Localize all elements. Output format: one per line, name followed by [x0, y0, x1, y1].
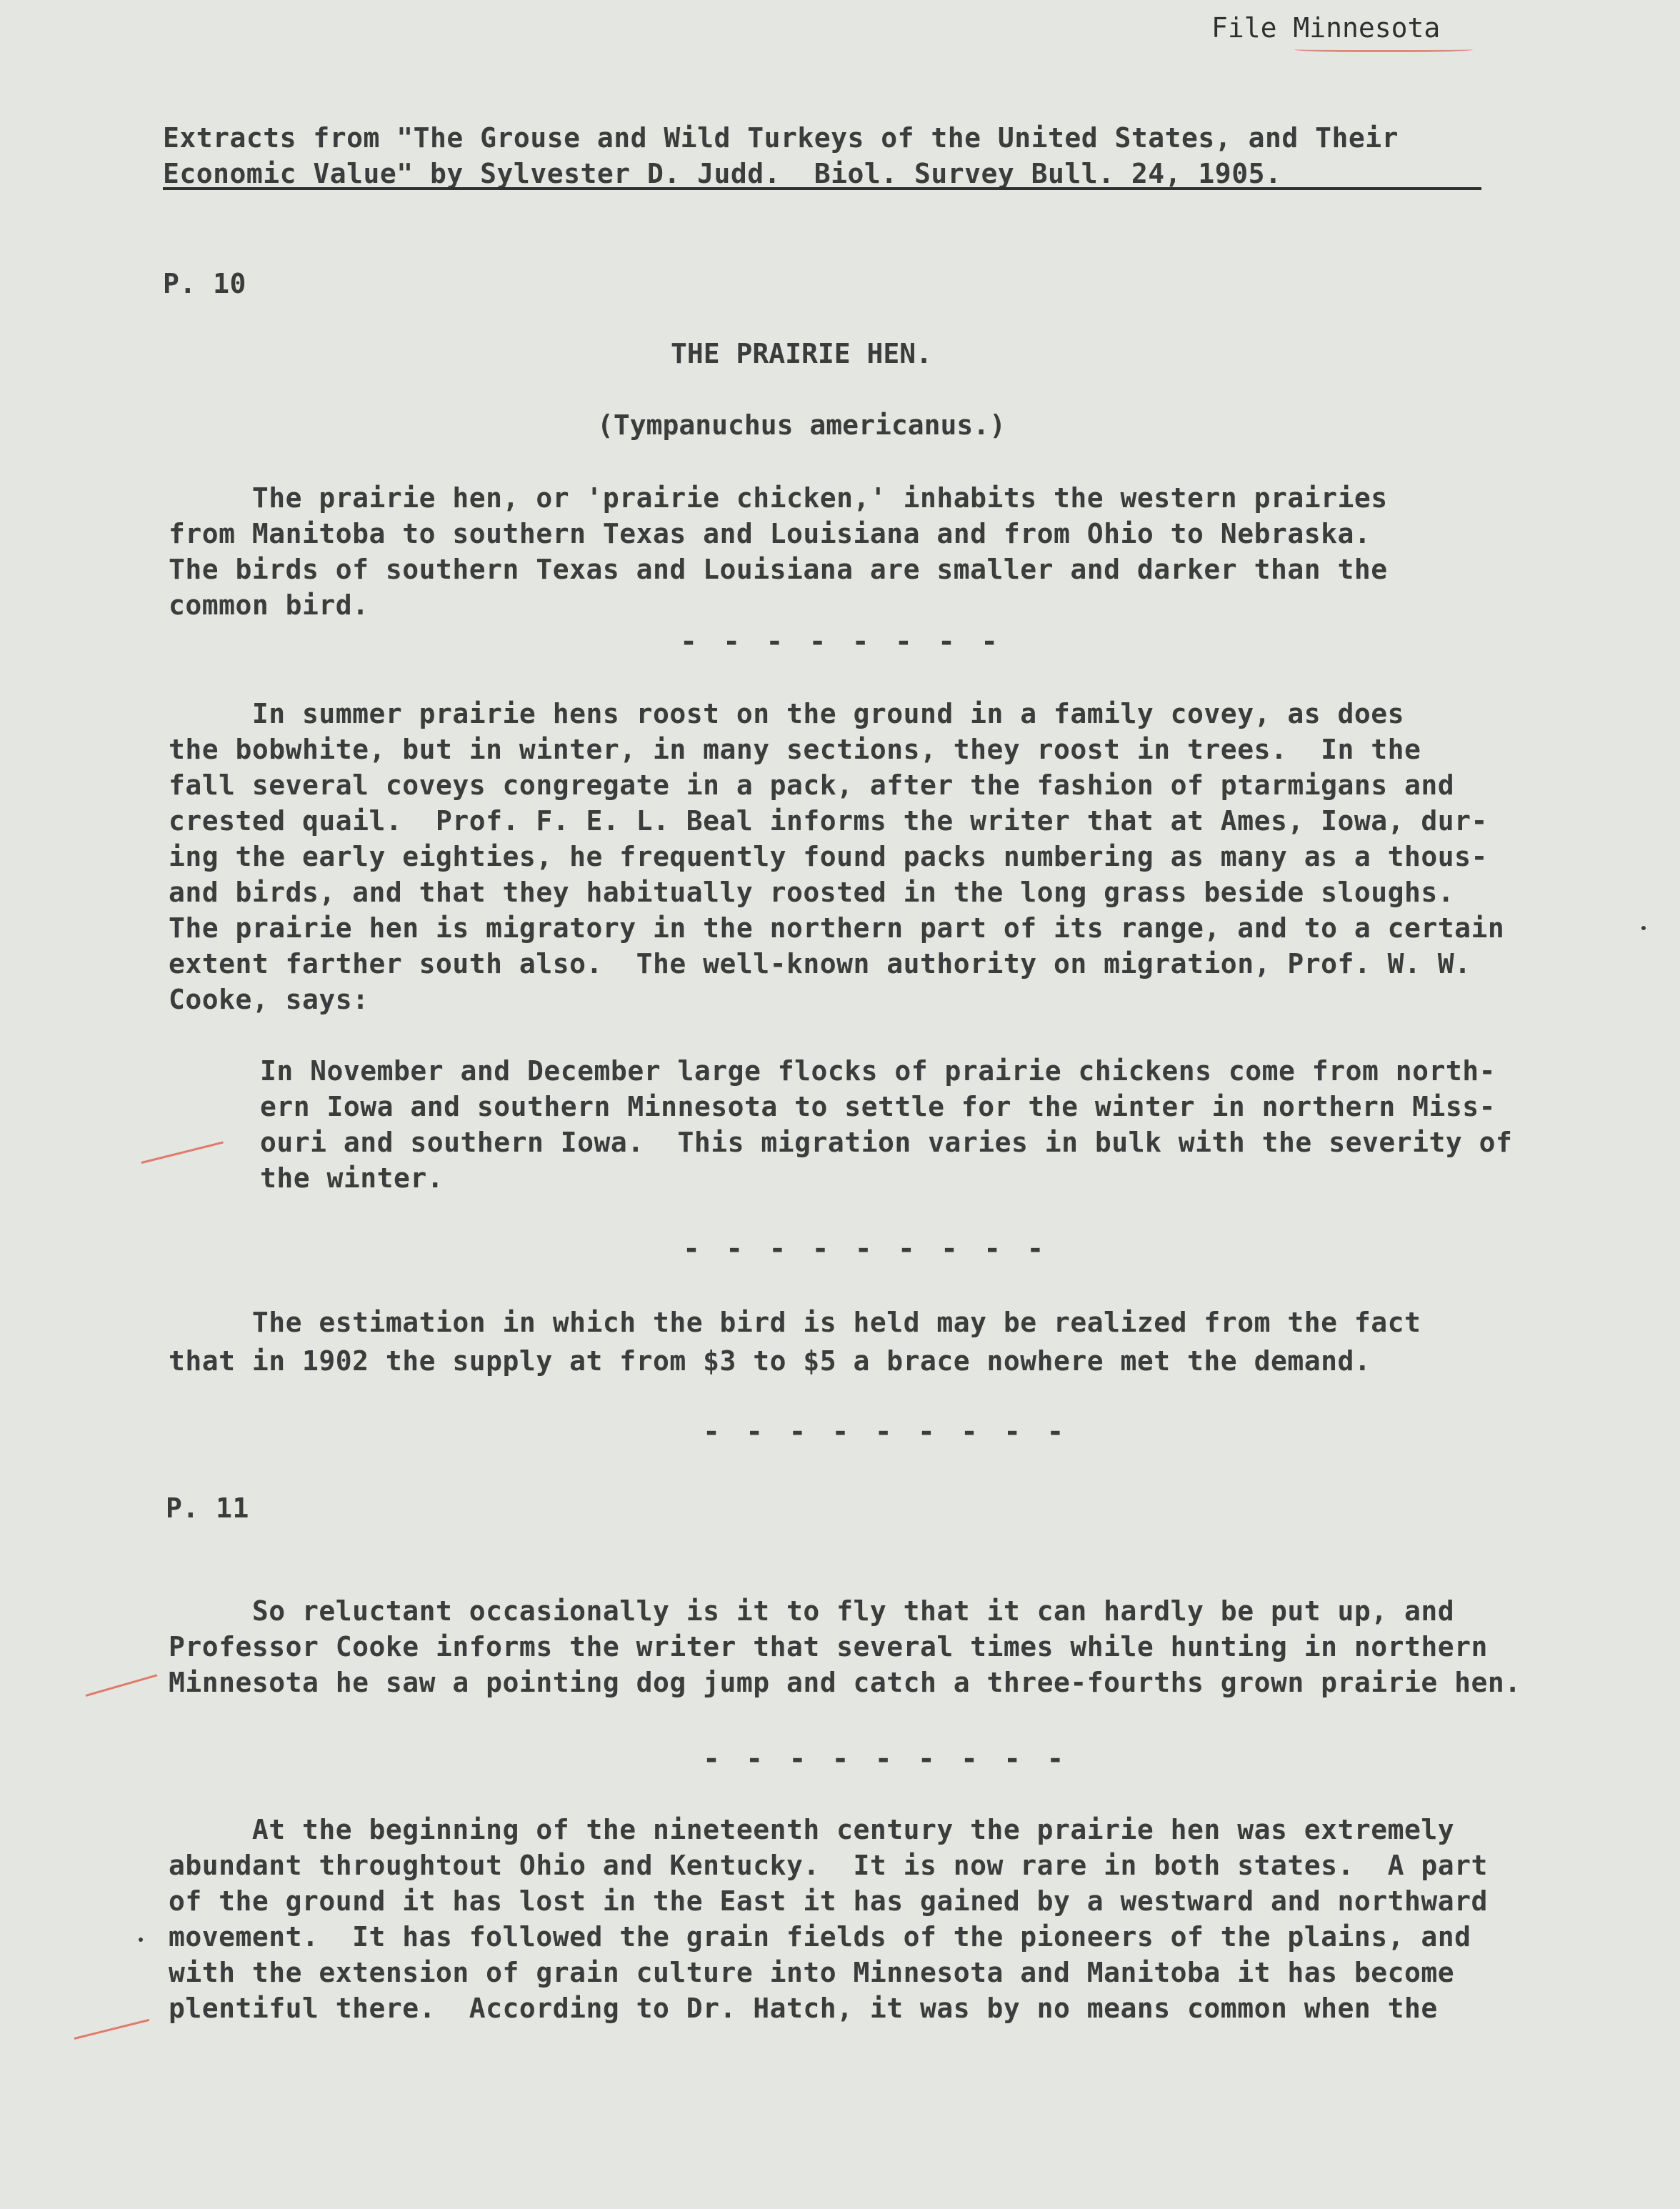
divider-4: - - - - - - - - -: [703, 1742, 1069, 1775]
header-line-2: Economic Value" by Sylvester D. Judd. Biol. Survey Bull. 24, 1905.: [163, 158, 1282, 189]
ink-dot: [139, 1938, 143, 1942]
page-reference-2: P. 11: [166, 1492, 249, 1524]
para1-line-4: common bird.: [169, 589, 369, 621]
quote-line-4: the winter.: [260, 1162, 444, 1194]
para2-line-4: crested quail. Prof. F. E. L. Beal informs the writer that at Ames, Iowa, dur-: [169, 805, 1488, 837]
file-note: File Minnesota: [1211, 12, 1441, 44]
para5-line-3: of the ground it has lost in the East it has gained by a westward and northward: [169, 1885, 1488, 1917]
para2-line-3: fall several coveys congregate in a pack, after the fashion of ptarmigans and: [169, 769, 1455, 801]
para2-line-1: In summer prairie hens roost on the ground in a family covey, as does: [169, 698, 1404, 729]
para4-line-3: Minnesota he saw a pointing dog jump and catch a three-fourths grown prairie hen.: [169, 1667, 1521, 1698]
para2-line-7: The prairie hen is migratory in the northern part of its range, and to a certain: [169, 912, 1505, 944]
para5-line-5: with the extension of grain culture into Minnesota and Manitoba it has become: [169, 1957, 1455, 1988]
para3-line-1: The estimation in which the bird is held may be realized from the fact: [169, 1307, 1421, 1338]
quote-line-2: ern Iowa and southern Minnesota to settle for the winter in northern Miss-: [260, 1091, 1496, 1122]
para2-line-6: and birds, and that they habitually roosted in the long grass beside sloughs.: [169, 877, 1455, 908]
section-title: THE PRAIRIE HEN.: [670, 338, 933, 369]
para1-line-1: The prairie hen, or 'prairie chicken,' inhabits the western prairies: [169, 482, 1388, 514]
divider-3: - - - - - - - - -: [703, 1415, 1069, 1448]
divider-2: - - - - - - - - -: [683, 1232, 1049, 1265]
para4-line-1: So reluctant occasionally is it to fly that it can hardly be put up, and: [169, 1595, 1455, 1627]
margin-mark-1: [141, 1141, 224, 1163]
para5-line-6: plentiful there. According to Dr. Hatch, it was by no means common when the: [169, 1993, 1438, 2024]
para1-line-3: The birds of southern Texas and Louisiana are smaller and darker than the: [169, 554, 1388, 585]
margin-mark-3: [74, 2019, 150, 2040]
para2-line-8: extent farther south also. The well-known authority on migration, Prof. W. W.: [169, 948, 1471, 979]
margin-mark-2: [86, 1674, 158, 1697]
para1-line-2: from Manitoba to southern Texas and Louisiana and from Ohio to Nebraska.: [169, 518, 1371, 549]
para5-line-4: movement. It has followed the grain fields of the pioneers of the plains, and: [169, 1921, 1471, 1953]
quote-line-3: ouri and southern Iowa. This migration varies in bulk with the severity of: [260, 1127, 1513, 1158]
para5-line-1: At the beginning of the nineteenth century the prairie hen was extremely: [169, 1814, 1455, 1845]
para2-line-9: Cooke, says:: [169, 984, 369, 1015]
divider-1: - - - - - - - -: [680, 625, 1003, 658]
header-rule: [163, 187, 1481, 190]
page-reference-1: P. 10: [163, 268, 246, 299]
header-line-1: Extracts from "The Grouse and Wild Turkeys of the United States, and Their: [163, 122, 1399, 154]
para2-line-5: ing the early eighties, he frequently found packs numbering as many as a thous-: [169, 841, 1488, 872]
para2-line-2: the bobwhite, but in winter, in many sections, they roost in trees. In the: [169, 734, 1421, 765]
para5-line-2: abundant throughtout Ohio and Kentucky. It is now rare in both states. A part: [169, 1850, 1488, 1881]
scientific-name: (Tympanuchus americanus.): [597, 409, 1006, 441]
para3-line-2: that in 1902 the supply at from $3 to $5 a brace nowhere met the demand.: [169, 1345, 1371, 1377]
ink-dot: [1641, 926, 1646, 930]
quote-line-1: In November and December large flocks of prairie chickens come from north-: [260, 1055, 1496, 1087]
para4-line-2: Professor Cooke informs the writer that several times while hunting in northern: [169, 1631, 1488, 1662]
file-note-underline: [1294, 46, 1473, 52]
